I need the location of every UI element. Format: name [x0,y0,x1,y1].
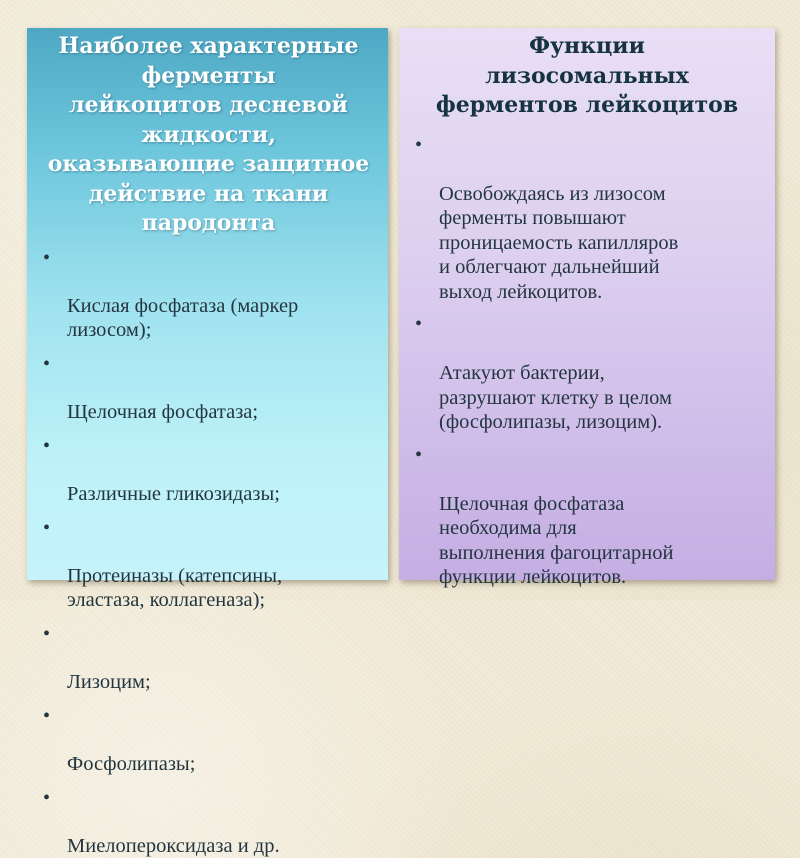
list-item-text: Лизоцим; [67,670,151,693]
list-item [409,443,765,590]
functions-list [409,133,765,590]
bullet-icon: • [43,786,51,809]
list-item-text: Атакуют бактерии, разрушают клетку в целом (фосфолипазы, лизоцим). [439,362,672,433]
enzyme-list [37,246,380,858]
leukocyte-enzymes-panel [27,28,388,857]
right-panel-title: Функции лизосомальных ферментов лейкоцитов [435,33,739,118]
list-item-text: Щелочная фосфатаза; [67,400,259,423]
bullet-icon: • [43,352,51,375]
list-item-text: Протеиназы (катепсины, эластаза, коллагеназа); [67,564,283,611]
list-item [37,516,380,612]
list-item [37,352,380,424]
list-item-text: Кислая фосфатаза (маркер лизосом); [67,294,299,341]
list-item [409,312,765,435]
list-item [37,786,380,858]
list-item-text: Освобождаясь из лизосом ферменты повышают проницаемость капилляров и облегчают дальнейший выход лейкоцитов. [439,182,679,303]
list-item [37,622,380,694]
left-panel-title: Наиболее характерные ферменты лейкоцитов десневой жидкости, оказывающие защитное действие на ткани пародонта [47,33,370,236]
list-item-text: Щелочная фосфатаза необходима для выполнения фагоцитарной функции лейкоцитов. [439,492,674,588]
bullet-icon: • [43,704,51,727]
list-item-text: Различные гликозидазы; [67,482,280,505]
lysosomal-functions-panel [399,28,775,588]
bullet-icon: • [43,246,51,269]
list-item [37,434,380,506]
bullet-icon: • [415,443,423,466]
bullet-icon: • [43,622,51,645]
list-item [37,704,380,776]
list-item-text: Миелопероксидаза и др. [67,834,280,857]
bullet-icon: • [415,313,423,335]
list-item [37,246,380,342]
bullet-icon: • [415,133,423,156]
bullet-icon: • [43,434,51,457]
list-item-text: Фосфолипазы; [67,752,196,775]
list-item [409,133,765,305]
bullet-icon: • [43,516,51,539]
